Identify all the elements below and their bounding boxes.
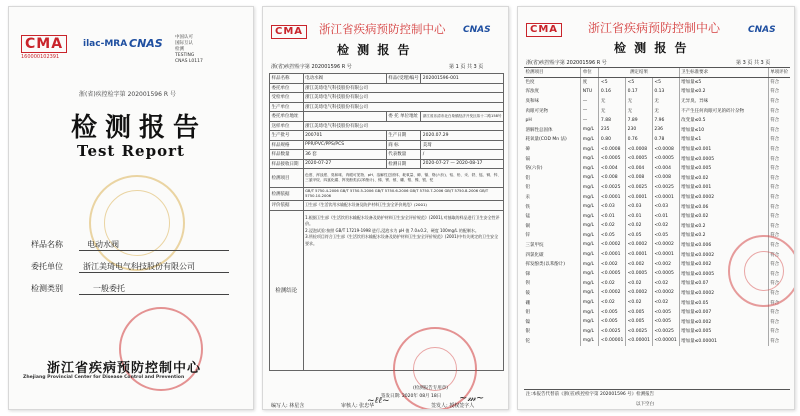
result-cell: mg/L (581, 307, 599, 317)
result-cell: <5 (626, 77, 653, 87)
result-cell: 0.78 (652, 135, 679, 145)
table-row (524, 336, 790, 346)
issuer-signature: ~𝓂~ (459, 393, 485, 404)
result-cell: 0.76 (626, 135, 653, 145)
result-cell: <0.02 (626, 221, 653, 231)
result-cell: <0.0001 (652, 250, 679, 260)
result-item: 铍 (525, 290, 530, 296)
result-verdict: 符合 (768, 288, 790, 298)
result-verdict: 符合 (768, 183, 790, 193)
result-cell: 增加量≤0.007 (679, 307, 768, 317)
result-verdict: 符合 (768, 317, 790, 327)
result-cell: <0.0025 (652, 327, 679, 337)
result-cell: <0.03 (652, 202, 679, 212)
result-item: 铁 (525, 204, 530, 210)
result-cell: 无 (626, 106, 653, 116)
result-cell: <0.01 (652, 211, 679, 221)
result-cell: 增加量≤0.0005 (679, 269, 768, 279)
result-item: 铜 (525, 223, 530, 229)
result-cell: <0.0001 (599, 250, 626, 260)
result-cell: mg/L (581, 317, 599, 327)
result-cell: <0.005 (652, 317, 679, 327)
result-verdict: 符合 (768, 250, 790, 260)
result-cell: 增加量≤0.07 (679, 279, 768, 289)
result-cell: 增加量≤0.002 (679, 259, 768, 269)
result-verdict: 符合 (768, 125, 790, 135)
result-cell: 增加量≤0.06 (679, 202, 768, 212)
result-cell: 增加量≤1 (679, 135, 768, 145)
result-cell: <0.0008 (652, 144, 679, 154)
cert-number: 浙(省)疾控检字第 202001596 R 号 (271, 64, 352, 70)
table-row (524, 96, 790, 106)
result-cell: <0.05 (652, 231, 679, 241)
result-cell: 0.13 (652, 87, 679, 97)
result-item: 锑 (525, 271, 530, 277)
result-cell: 改变量≤0.5 (679, 115, 768, 125)
result-item: 银 (525, 329, 530, 335)
result-item: 锰 (525, 214, 530, 220)
result-cell: <0.0025 (652, 183, 679, 193)
result-cell: <0.008 (599, 173, 626, 183)
result-cell: 增加量≤0.006 (679, 240, 768, 250)
result-cell: <0.02 (626, 279, 653, 289)
result-cell: 0.80 (599, 135, 626, 145)
result-cell: mg/L (581, 240, 599, 250)
result-cell: <0.0002 (599, 240, 626, 250)
table-header-row: 检测项目 单位 测定结果 卫生标准要求 单项评价 (524, 68, 790, 78)
result-verdict: 符合 (768, 77, 790, 87)
header-org: 浙江省疾病预防控制中心 (319, 22, 446, 36)
header-title: 检 测 报 告 (337, 43, 412, 57)
table-row (524, 154, 790, 164)
footer-issuer: 签发人: 授权签字人 (431, 403, 475, 409)
result-verdict: 符合 (768, 298, 790, 308)
result-cell: <0.0002 (626, 240, 653, 250)
field-label-category: 检测类别 (31, 284, 63, 293)
result-cell: mg/L (581, 192, 599, 202)
field-value-category: 一般委托 (93, 284, 125, 293)
report-results-page (517, 6, 795, 410)
result-verdict: 符合 (768, 87, 790, 97)
result-cell: <0.002 (599, 259, 626, 269)
result-cell: <0.008 (626, 173, 653, 183)
result-cell: mg/L (581, 269, 599, 279)
results-body (524, 77, 790, 346)
result-cell: 无 (599, 96, 626, 106)
result-cell: NTU (581, 87, 599, 97)
result-verdict: 符合 (768, 135, 790, 145)
result-verdict: 符合 (768, 173, 790, 183)
table-row (524, 327, 790, 337)
reviewer-signature: ~ℓℓ~ (367, 396, 390, 406)
result-cell: 度 (581, 77, 599, 87)
result-cell: <5 (599, 77, 626, 87)
result-verdict: 符合 (768, 202, 790, 212)
result-cell: mg/L (581, 144, 599, 154)
result-cell: mg/L (581, 163, 599, 173)
result-cell: 无 (652, 96, 679, 106)
table-row (524, 173, 790, 183)
result-cell: <0.0025 (599, 183, 626, 193)
result-verdict: 符合 (768, 336, 790, 346)
result-cell: 无异臭、异味 (679, 96, 768, 106)
result-cell: <0.004 (626, 163, 653, 173)
result-cell: 7.89 (626, 115, 653, 125)
header-title: 检 测 报 告 (614, 41, 689, 55)
result-cell: 7.96 (652, 115, 679, 125)
result-cell: <0.03 (599, 202, 626, 212)
result-verdict: 符合 (768, 279, 790, 289)
result-item: 三氯甲烷 (525, 242, 544, 248)
result-cell: 增加量≤0.2 (679, 87, 768, 97)
result-cell: mg/L (581, 135, 599, 145)
result-verdict: 符合 (768, 115, 790, 125)
result-cell: <0.02 (599, 279, 626, 289)
cnas-caption: 中国认可 国际互认 检测 TESTING CNAS L0117 (175, 35, 203, 64)
result-cell: <0.005 (626, 307, 653, 317)
result-item: 铅 (525, 185, 530, 191)
cma-logo: CMA (21, 35, 67, 53)
sample-info-table (269, 73, 504, 371)
result-cell: <0.02 (626, 298, 653, 308)
result-cell: <0.00001 (599, 336, 626, 346)
result-cell: mg/L (581, 173, 599, 183)
result-cell: <0.002 (652, 259, 679, 269)
table-row (524, 77, 790, 87)
result-item: 钡 (525, 281, 530, 287)
table-row (524, 211, 790, 221)
cert-number: 浙(省)疾控检字第 202001596 R 号 (79, 91, 176, 98)
result-cell: <0.00001 (626, 336, 653, 346)
result-item: 溶解性总固体 (525, 127, 553, 133)
result-verdict: 符合 (768, 307, 790, 317)
result-cell: mg/L (581, 298, 599, 308)
result-cell: <0.02 (652, 298, 679, 308)
table-row (524, 87, 790, 97)
result-cell: 增加量≤0.2 (679, 221, 768, 231)
result-cell: 无 (599, 106, 626, 116)
result-cell: <0.0008 (599, 144, 626, 154)
table-row (524, 183, 790, 193)
table-row: 样品接收日期 2020-07-27 检测日期 2020-07-27 — 2020-08-17 (270, 159, 504, 169)
table-row: 检测结论 1.根据卫生部《生活饮用水输配水设备及防护材料卫生安全评价规范》(2001),对抽取的样品进行卫生安全性评价。 2.浸泡试验:按照 GB/T 17219-1998 进行,浸泡水为 pH 值 7.0±0.2、硬度 100mg/L 的配制水。 3.所检项目符合卫生部《生活饮用水输配水设备及防护材料卫生安全评价规范》(2001)中有关规定的卫生安全要求。 (270, 210, 504, 370)
result-cell: — (581, 96, 599, 106)
cma-logo-small: CMA (271, 25, 307, 39)
table-row (524, 115, 790, 125)
result-cell: — (581, 115, 599, 125)
table-row (524, 202, 790, 212)
result-cell: <0.0008 (626, 144, 653, 154)
header-org: 浙江省疾病预防控制中心 (588, 21, 721, 35)
result-item: 硼 (525, 300, 530, 306)
result-item: pH (525, 117, 532, 123)
result-cell: 增加量≤0.02 (679, 211, 768, 221)
result-verdict: 符合 (768, 106, 790, 116)
table-row (524, 163, 790, 173)
table-row (524, 144, 790, 154)
result-item: 砷 (525, 147, 530, 153)
result-item: 铬(六价) (525, 166, 543, 172)
result-cell: 增加量≤0.05 (679, 298, 768, 308)
result-cell: 增加量≤5 (679, 77, 768, 87)
result-cell: 7.88 (599, 115, 626, 125)
issuer-org-cn: 浙江省疾病预防控制中心 (47, 361, 202, 376)
end-marker: 以下空白 (636, 402, 654, 407)
result-item: 锌 (525, 233, 530, 239)
result-cell: <0.01 (599, 211, 626, 221)
result-cell: mg/L (581, 327, 599, 337)
result-cell: <0.0002 (652, 240, 679, 250)
result-cell: <0.05 (626, 231, 653, 241)
result-item: 汞 (525, 195, 530, 201)
result-cell: 增加量≤0.002 (679, 317, 768, 327)
result-cell: 增加量≤0.0002 (679, 288, 768, 298)
result-cell: <0.0005 (599, 269, 626, 279)
result-verdict: 符合 (768, 154, 790, 164)
result-cell: <0.03 (626, 202, 653, 212)
result-cell: 增加量≤10 (679, 125, 768, 135)
footer-writer: 编写人: 林星含 (271, 403, 305, 409)
result-cell: <0.002 (626, 259, 653, 269)
cert-number: 浙(省)疾控检字第 202001596 R 号 (526, 60, 607, 66)
result-cell: <0.005 (599, 317, 626, 327)
result-cell: <5 (652, 77, 679, 87)
result-cell: mg/L (581, 221, 599, 231)
result-item: 钼 (525, 310, 530, 316)
issuer-org-en: Zhejiang Provincial Center for Disease Control and Prevention (23, 375, 185, 380)
report-note: 注:本报告代替前《浙(省)疾控检字第 202001596 号》检测报告 (526, 392, 655, 397)
result-item: 耗氧量(COD Mn 法) (525, 137, 567, 143)
field-label-client: 委托单位 (31, 262, 63, 271)
result-cell: mg/L (581, 259, 599, 269)
table-row (524, 106, 790, 116)
result-cell: 增加量≤0.0002 (679, 250, 768, 260)
result-cell: 230 (626, 125, 653, 135)
table-row: 样品规格 PPR/PVC/PPS/PCS 商 标 美琦 (270, 140, 504, 150)
table-row (524, 125, 790, 135)
result-cell: 增加量≤0.001 (679, 183, 768, 193)
table-row (524, 135, 790, 145)
result-cell: 增加量≤0.001 (679, 144, 768, 154)
table-row: 生产单位 浙江美琦电气科技股份有限公司 (270, 102, 504, 112)
ilac-logo: ilac-MRA (83, 39, 128, 49)
result-cell: 增加量≤0.2 (679, 231, 768, 241)
footer-reviewer: 审核人: 张忠华 (341, 403, 375, 409)
table-row: 生产批号 200701 生产日期 2020.07.29 (270, 131, 504, 141)
result-cell: <0.0025 (626, 327, 653, 337)
result-cell: <0.0001 (599, 192, 626, 202)
result-cell: <0.005 (652, 307, 679, 317)
result-cell: 增加量≤0.005 (679, 327, 768, 337)
result-cell: <0.02 (652, 221, 679, 231)
result-cell: mg/L (581, 183, 599, 193)
cnas-logo-small: CNAS (463, 25, 491, 35)
result-cell: <0.00001 (652, 336, 679, 346)
result-cell: <0.008 (652, 173, 679, 183)
result-cell: 235 (599, 125, 626, 135)
sign-date: 签发日期: 2020年 08月 18日 (381, 394, 442, 399)
result-cell: <0.02 (652, 279, 679, 289)
result-cell: mg/L (581, 154, 599, 164)
result-cell: mg/L (581, 231, 599, 241)
result-item: 铝 (525, 175, 530, 181)
result-cell: <0.005 (626, 317, 653, 327)
result-verdict: 符合 (768, 144, 790, 154)
table-row: 委托单位 浙江美琦电气科技股份有限公司 (270, 83, 504, 93)
result-cell: 增加量≤0.00001 (679, 336, 768, 346)
field-value-sample: 电动水阀 (87, 240, 119, 249)
result-cell: <0.02 (599, 221, 626, 231)
result-verdict: 符合 (768, 240, 790, 250)
result-cell: mg/L (581, 250, 599, 260)
cnas-logo: CNAS (129, 37, 163, 50)
result-item: 挥发酚类(以苯酚计) (525, 262, 566, 268)
report-title-en: Test Report (77, 142, 185, 160)
result-cell: <0.0001 (626, 250, 653, 260)
page-number: 第 1 页 共 3 页 (449, 64, 484, 70)
result-cell: 236 (652, 125, 679, 135)
report-info-page (262, 6, 509, 410)
result-cell: <0.005 (599, 307, 626, 317)
cma-logo-small: CMA (526, 23, 562, 37)
result-cell: 0.17 (626, 87, 653, 97)
result-verdict: 符合 (768, 231, 790, 241)
result-item: 镉 (525, 156, 530, 162)
result-cell: 增加量≤0.0005 (679, 154, 768, 164)
result-cell: 增加量≤0.0002 (679, 192, 768, 202)
result-item: 色度 (525, 80, 535, 86)
result-verdict: 符合 (768, 96, 790, 106)
field-value-client: 浙江美琦电气科技股份有限公司 (83, 262, 195, 271)
table-row (524, 192, 790, 202)
result-cell: <0.0025 (599, 327, 626, 337)
result-cell: 增加量≤0.005 (679, 163, 768, 173)
result-cell: <0.0005 (652, 269, 679, 279)
result-verdict: 符合 (768, 211, 790, 221)
cma-number: 160000102391 (21, 54, 60, 60)
result-cell: <0.004 (599, 163, 626, 173)
result-verdict: 符合 (768, 192, 790, 202)
official-seal-inner (744, 251, 784, 291)
table-row: 样品名称 电动水阀 样品(受理)编号 202001596-001 (270, 74, 504, 84)
table-row (524, 307, 790, 317)
result-cell: 不产生任何肉眼可见的碎片杂物 (679, 106, 768, 116)
result-cell: <0.0005 (626, 154, 653, 164)
table-row: 评价依据 卫生部《生活饮用水输配水设备及防护材料卫生安全评价规范》(2001) (270, 201, 504, 211)
report-title-cn: 检测报告 (71, 113, 208, 143)
result-cell: <0.0005 (599, 154, 626, 164)
result-item: 铊 (525, 338, 530, 344)
result-cell: mg/L (581, 288, 599, 298)
result-cell: 0.16 (599, 87, 626, 97)
table-row (524, 221, 790, 231)
result-cell: <0.0002 (626, 288, 653, 298)
result-cell: <0.0001 (652, 192, 679, 202)
result-cell: <0.0002 (599, 288, 626, 298)
result-verdict: 符合 (768, 269, 790, 279)
stamp-label: (检测报告专用章) (413, 386, 449, 391)
result-cell: mg/L (581, 211, 599, 221)
table-row: 送样单位 浙江美琦电气科技股份有限公司 (270, 121, 504, 131)
result-cell: 无 (626, 96, 653, 106)
result-cell: 无 (652, 106, 679, 116)
result-item: 镍 (525, 319, 530, 325)
result-cell: <0.0001 (626, 192, 653, 202)
result-verdict: 符合 (768, 163, 790, 173)
result-verdict: 符合 (768, 327, 790, 337)
field-label-sample: 样品名称 (31, 240, 63, 249)
result-cell: mg/L (581, 125, 599, 135)
report-cover-page (8, 6, 254, 410)
result-cell: 增加量≤0.02 (679, 173, 768, 183)
result-item: 浑浊度 (525, 89, 539, 95)
table-row: 受检单位 浙江美琦电气科技股份有限公司 (270, 93, 504, 103)
table-row: 样品数量 36 套 代表数量 / (270, 150, 504, 160)
result-cell: <0.0005 (652, 154, 679, 164)
result-cell: — (581, 106, 599, 116)
result-cell: mg/L (581, 202, 599, 212)
table-row: 检测项目 色度、浑浊度、臭和味、肉眼可见物、pH、溶解性总固体、耗氧量、砷、镉、铬(六价)、铝、铅、汞、铁、锰、铜、锌、三氯甲烷、四氯化碳、挥发酚类(以苯酚计)、锑、钡、铍、硼、钼、镍、银、铊 (270, 169, 504, 188)
cnas-logo-small: CNAS (748, 25, 776, 35)
result-cell: <0.05 (599, 231, 626, 241)
result-cell: mg/L (581, 279, 599, 289)
result-item: 肉眼可见物 (525, 108, 548, 114)
result-cell: <0.0025 (626, 183, 653, 193)
result-cell: <0.02 (599, 298, 626, 308)
result-item: 四氯化碳 (525, 252, 544, 258)
result-verdict: 符合 (768, 221, 790, 231)
result-verdict: 符合 (768, 259, 790, 269)
result-cell: <0.0005 (626, 269, 653, 279)
page-number: 第 3 页 共 3 页 (736, 60, 771, 66)
result-cell: <0.0002 (652, 288, 679, 298)
result-cell: <0.01 (626, 211, 653, 221)
result-item: 臭和味 (525, 99, 539, 105)
table-row: 委托单位地址 委 托 单位地址 浙江省乐清市北白象镇经济开发区纬十二路158号 (270, 112, 504, 122)
result-cell: mg/L (581, 336, 599, 346)
result-cell: <0.004 (652, 163, 679, 173)
table-row (524, 317, 790, 327)
table-row: 检测依据 GB/T 5750.4-2006 GB/T 5750.5-2006 GB/T 5750.6-2006 GB/T 5750.7-2006 GB/T 5750.8-2006 GB/T 5750.10-2006 (270, 188, 504, 201)
